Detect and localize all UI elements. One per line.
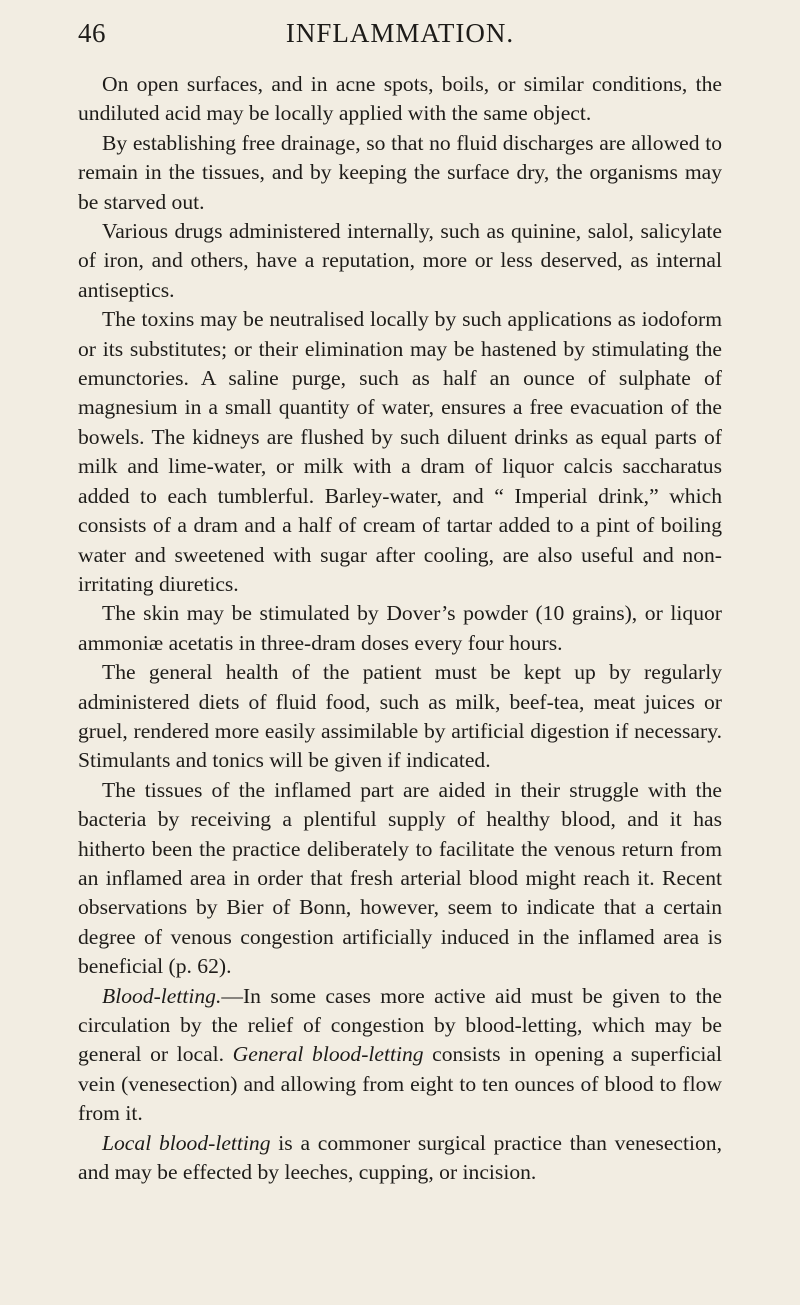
paragraph-drainage: By establishing free drainage, so that no fluid discharges are allowed to remain in the tissues, and by keeping the surface dry, the organisms may be starved out. bbox=[78, 130, 722, 214]
page-number: 46 bbox=[78, 18, 106, 48]
local-blood-letting-term: Local blood-letting bbox=[102, 1130, 271, 1155]
paragraph-skin-stimulation: The skin may be stimulated by Dover’s powder (10 grains), or liquor ammoniæ acetatis in three-dram doses every four hours. bbox=[78, 601, 722, 655]
paragraph-local-blood-letting bbox=[78, 1129, 722, 1188]
running-title: INFLAMMATION. bbox=[285, 18, 515, 48]
blood-letting-heading: Blood-letting. bbox=[102, 983, 222, 1008]
paragraph-topical-acid: On open surfaces, and in acne spots, boils, or similar conditions, the undiluted acid may be locally applied with the same object. bbox=[78, 72, 722, 126]
blood-letting-lead: —In some cases more active aid must be given to the circulation by the relief of congestion by blood-letting, which may be general or local. bbox=[78, 983, 722, 1067]
paragraph-toxins: The toxins may be neutralised locally by such applications as iodoform or its substitutes; or their elimination may be hastened by stimulating the emunctories. A saline purge, such as half an ounce of sulphate of magnesium in a small quantity of water, ensures a free evacuation of the bowels. The kidneys are flushed by such diluent drinks as equal parts of milk and lime-water, or milk with a dram of liquor calcis saccharatus added to each tumblerful. Barley-water, and “ Imperial drink,” which consists of a dram and a half of cream of tartar added to a pint of boiling water and sweetened with sugar after cooling, are also useful and non-irritating diuretics. bbox=[78, 307, 722, 596]
paragraph-internal-antiseptics: Various drugs administered internally, such as quinine, salol, salicylate of iron, and others, have a reputation, more or less deserved, as internal antiseptics. bbox=[78, 219, 722, 302]
local-blood-letting-text: is a commoner surgical practice than venesection, and may be effected by leeches, cupping, or incision. bbox=[78, 1130, 722, 1185]
paragraph-general-health: The general health of the patient must be kept up by regularly administered diets of fluid food, such as milk, beef-tea, meat juices or gruel, rendered more easily assimilable by artificial digestion if necessary. Stimulants and tonics will be given if indicated. bbox=[78, 660, 722, 773]
paragraph-blood-supply: The tissues of the inflamed part are aided in their struggle with the bacteria by receiving a plentiful supply of healthy blood, and it has hitherto been the practice deliberately to facilitate the venous return from an inflamed area in order that fresh arterial blood might reach it. Recent observations by Bier of Bonn, however, seem to indicate that a certain degree of venous congestion artificially induced in the inflamed area is beneficial (p. 62). bbox=[78, 777, 722, 979]
paragraph-blood-letting bbox=[78, 982, 722, 1129]
running-head bbox=[78, 18, 722, 58]
general-blood-letting-text: consists in opening a superficial vein (venesection) and allowing from eight to ten ounces of blood to flow from it. bbox=[78, 1042, 722, 1126]
general-blood-letting-term: General blood-letting bbox=[232, 1042, 424, 1067]
body-text bbox=[78, 70, 722, 1187]
